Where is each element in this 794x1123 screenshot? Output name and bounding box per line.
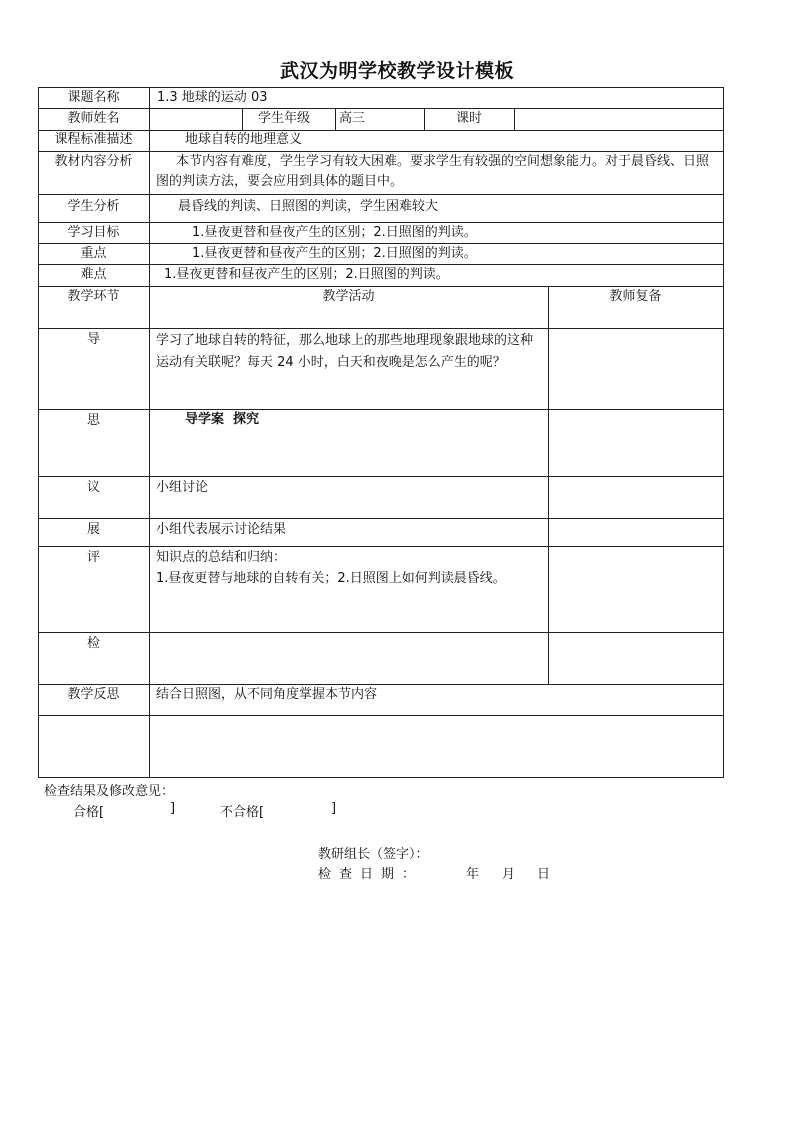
row-divider (38, 476, 724, 477)
key-point-label: 重点 (80, 246, 107, 261)
grade-label: 学生年级 (258, 111, 311, 126)
key-point-value: 1.昼夜更替和昼夜产生的区别；2.日照图的判读。 (192, 246, 477, 261)
content-analysis-value: 本节内容有难度，学生学习有较大困难。要求学生有较强的空间想象能力。对于晨昏线、日照图的判读方法，要会应用到具体的题目中。 (156, 154, 710, 189)
difficulty-label: 难点 (80, 267, 107, 282)
pass-label: 合格[ (73, 805, 105, 820)
activity-guide: 学习了地球自转的特征，那么地球上的那些地理现象跟地球的这种运动有关联呢？每天 24 小时，白天和夜晚是怎么产生的呢？ (156, 333, 534, 370)
column-divider (335, 108, 336, 130)
student-analysis-label: 学生分析 (67, 199, 120, 214)
stage-guide: 导 (86, 332, 100, 347)
fail-label: 不合格[ (220, 805, 265, 820)
row-divider (38, 632, 724, 633)
table-border-right (723, 87, 724, 778)
header-teaching-stage: 教学环节 (67, 289, 120, 304)
reflection-label: 教学反思 (67, 687, 120, 702)
column-divider (548, 286, 549, 684)
learning-goal-label: 学习目标 (67, 225, 120, 240)
difficulty-value: 1.昼夜更替和昼夜产生的区别；2.日照图的判读。 (164, 267, 449, 282)
fail-bracket-close: ] (331, 801, 337, 816)
stage-discuss: 议 (86, 480, 100, 495)
reflection-value: 结合日照图，从不同角度掌握本节内容 (156, 687, 378, 702)
stage-check: 检 (86, 636, 100, 651)
year-label: 年 (466, 867, 480, 882)
column-divider (424, 108, 425, 130)
stage-evaluate: 评 (86, 550, 100, 565)
header-teaching-activity: 教学活动 (322, 289, 375, 304)
header-teacher-review: 教师复备 (609, 289, 662, 304)
content-analysis-label: 教材内容分析 (54, 154, 133, 169)
month-label: 月 (502, 867, 516, 882)
page-title: 武汉为明学校教学设计模板 (279, 60, 514, 82)
row-divider (38, 715, 724, 716)
activity-discuss: 小组讨论 (156, 480, 209, 495)
row-divider (38, 546, 724, 547)
leader-signature-label: 教研组长（签字）： (318, 847, 429, 862)
check-result-label: 检查结果及修改意见： (44, 784, 175, 799)
period-label: 课时 (456, 111, 483, 126)
pass-bracket-close: ] (170, 801, 176, 816)
lesson-plan-table (38, 87, 724, 778)
check-date-label: 检查日期： (318, 867, 424, 882)
row-divider (38, 518, 724, 519)
column-divider (514, 108, 515, 130)
standard-value: 地球自转的地理意义 (185, 132, 303, 147)
stage-present: 展 (86, 522, 100, 537)
activity-think: 导学案 探究 (185, 412, 260, 427)
stage-think: 思 (86, 413, 100, 428)
student-analysis-value: 晨昏线的判读、日照图的判读，学生困难较大 (178, 199, 439, 214)
column-divider (149, 87, 150, 778)
activity-present: 小组代表展示讨论结果 (156, 522, 287, 537)
learning-goal-value: 1.昼夜更替和昼夜产生的区别；2.日照图的判读。 (192, 225, 477, 240)
day-label: 日 (537, 867, 551, 882)
course-name-value: 1.3 地球的运动 03 (157, 90, 268, 105)
row-divider (38, 194, 724, 195)
standard-label: 课程标准描述 (54, 132, 133, 147)
activity-evaluate-line2: 1.昼夜更替与地球的自转有关；2.日照图上如何判读晨昏线。 (156, 571, 506, 586)
teacher-label: 教师姓名 (67, 111, 120, 126)
table-border-bottom (38, 777, 724, 778)
course-name-label: 课题名称 (67, 90, 120, 105)
column-divider (242, 108, 243, 130)
row-divider (38, 328, 724, 329)
table-border-left (38, 87, 39, 778)
grade-value: 高三 (339, 111, 366, 126)
activity-evaluate-line1: 知识点的总结和归纳： (156, 550, 287, 565)
